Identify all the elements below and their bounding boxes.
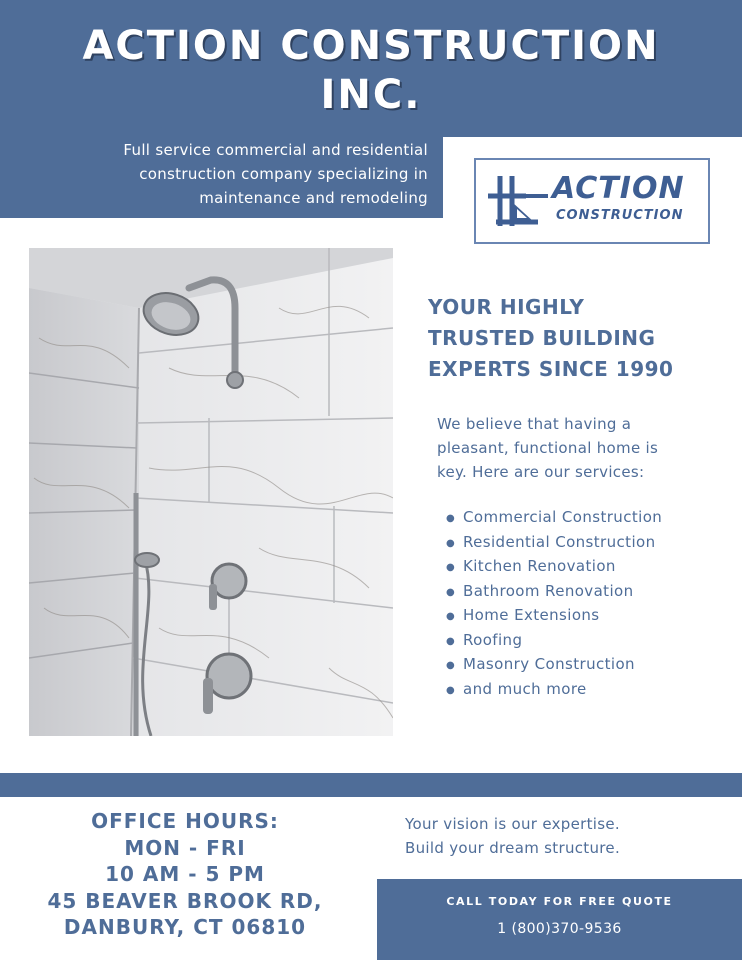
slogan-line-2: Build your dream structure.	[405, 839, 621, 857]
service-label: Kitchen Renovation	[463, 557, 616, 575]
service-label: Bathroom Renovation	[463, 581, 634, 600]
company-title	[0, 22, 742, 120]
service-item	[446, 629, 662, 654]
house-crane-logo-icon	[486, 174, 552, 228]
service-item	[446, 555, 662, 580]
intro-line-3: key. Here are our services:	[437, 463, 645, 481]
headline-line-2: TRUSTED BUILDING	[428, 326, 656, 350]
company-tagline	[60, 138, 428, 210]
bullet-dot-icon: ●	[446, 586, 456, 598]
title-line-1: ACTION CONSTRUCTION	[82, 23, 660, 69]
logo-word-action: ACTION	[552, 171, 685, 206]
cta-label: CALL TODAY FOR FREE QUOTE	[446, 895, 673, 908]
slogan	[405, 812, 705, 860]
office-times: 10 AM - 5 PM	[105, 862, 265, 886]
service-label: and much more	[463, 679, 587, 698]
service-label: Masonry Construction	[463, 655, 635, 673]
office-days: MON - FRI	[124, 835, 246, 860]
intro-line-2: pleasant, functional home is	[437, 439, 659, 457]
intro-line-1: We believe that having a	[437, 415, 632, 433]
address-street: 45 BEAVER BROOK RD,	[47, 888, 323, 913]
title-line-2: INC.	[320, 72, 422, 118]
intro-text	[437, 412, 687, 484]
headline	[428, 292, 728, 385]
service-item	[446, 580, 662, 605]
service-item	[446, 604, 662, 629]
service-item	[446, 506, 662, 531]
bullet-dot-icon: ●	[446, 635, 456, 647]
bullet-dot-icon: ●	[446, 611, 456, 622]
service-item	[446, 678, 662, 703]
bullet-dot-icon: ●	[446, 513, 456, 524]
bullet-dot-icon: ●	[446, 660, 456, 671]
services-list	[446, 506, 662, 702]
bullet-dot-icon: ●	[446, 684, 456, 696]
tagline-line-1: Full service commercial and residential	[123, 141, 428, 159]
service-label: Commercial Construction	[463, 508, 663, 526]
address-city: DANBURY, CT 06810	[63, 915, 307, 939]
phone-number[interactable]: 1 (800)370-9536	[497, 921, 622, 937]
headline-line-3: EXPERTS SINCE 1990	[428, 357, 674, 381]
shower-photo	[29, 248, 393, 736]
headline-line-1: YOUR HIGHLY	[428, 295, 585, 319]
bottom-strip	[0, 773, 742, 797]
service-item	[446, 653, 662, 678]
office-hours-heading: OFFICE HOURS:	[91, 809, 279, 833]
service-label: Residential Construction	[463, 532, 656, 551]
company-logo	[474, 158, 710, 244]
service-label: Home Extensions	[463, 606, 600, 624]
tagline-line-2: construction company specializing in	[139, 165, 428, 183]
logo-word-construction: CONSTRUCTION	[556, 208, 684, 223]
cta-band	[377, 879, 742, 960]
slogan-line-1: Your vision is our expertise.	[405, 815, 620, 833]
tagline-line-3: maintenance and remodeling	[199, 189, 428, 207]
service-label: Roofing	[463, 630, 523, 649]
bullet-dot-icon: ●	[446, 562, 456, 573]
bullet-dot-icon: ●	[446, 537, 456, 549]
office-info	[30, 808, 340, 941]
service-item	[446, 531, 662, 556]
